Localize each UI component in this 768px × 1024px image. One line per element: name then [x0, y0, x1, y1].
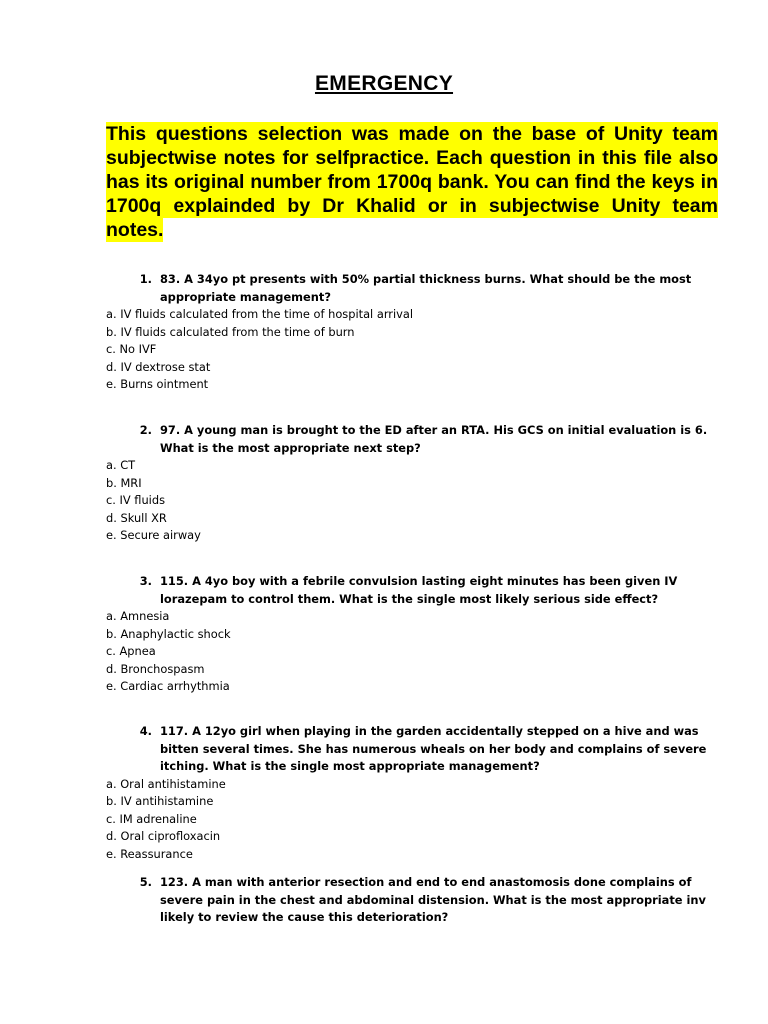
answer-option: e. Secure airway — [106, 528, 201, 542]
answer-option: d. IV dextrose stat — [106, 359, 211, 374]
question-block — [106, 422, 726, 545]
answer-option: e. Burns ointment — [106, 377, 209, 391]
question-number: 3. — [139, 574, 152, 588]
question-text: 123. A man with anterior resection and end to end anastomosis done complains of severe pain in the chest and abdominal distension. What is the most appropriate inv likely to review the cause this deterioration? — [160, 875, 706, 924]
answer-option: c. Apnea — [106, 644, 156, 658]
question-block — [106, 271, 726, 394]
question-text: 83. A 34yo pt presents with 50% partial thickness burns. What should be the most appropriate management? — [160, 272, 692, 304]
answer-option: c. No IVF — [106, 342, 157, 356]
question-block — [106, 573, 726, 696]
answer-option: a. IV fluids calculated from the time of hospital arrival — [106, 307, 414, 321]
answer-option: c. IM adrenaline — [106, 811, 197, 826]
question-text: 97. A young man is brought to the ED after an RTA. His GCS on initial evaluation is 6. What is the most appropriate next step? — [160, 423, 708, 455]
answer-option: a. Oral antihistamine — [106, 776, 226, 791]
answer-option: d. Bronchospasm — [106, 661, 205, 676]
answer-option: a. Amnesia — [106, 609, 170, 623]
question-number: 1. — [139, 272, 152, 286]
question-number: 2. — [139, 423, 152, 437]
question-text: 115. A 4yo boy with a febrile convulsion lasting eight minutes has been given IV lorazepam to control them. What is the single most likely serious side effect? — [160, 574, 678, 606]
page-title: EMERGENCY — [314, 72, 454, 95]
answer-option: d. Skull XR — [106, 510, 167, 525]
question-block — [106, 723, 726, 863]
answer-option: a. CT — [106, 458, 136, 472]
answer-option: e. Cardiac arrhythmia — [106, 679, 230, 693]
question-text: 117. A 12yo girl when playing in the garden accidentally stepped on a hive and was bitten several times. She has numerous wheals on her body and complains of severe itching. What is the single most appropriate management? — [160, 724, 707, 773]
answer-option: b. MRI — [106, 475, 142, 490]
answer-option: e. Reassurance — [106, 846, 193, 861]
answer-option: b. IV fluids calculated from the time of burn — [106, 324, 355, 339]
answer-option: b. Anaphylactic shock — [106, 626, 231, 641]
answer-option: d. Oral ciprofloxacin — [106, 829, 221, 843]
question-block — [106, 874, 726, 927]
answer-option: b. IV antihistamine — [106, 794, 214, 808]
question-number: 5. — [139, 875, 152, 889]
question-number: 4. — [139, 724, 152, 738]
intro-paragraph — [106, 122, 718, 242]
answer-option: c. IV fluids — [106, 493, 165, 507]
highlighted-intro-text: This questions selection was made on the base of Unity team subjectwise notes for selfpractice. Each question in this file also has its original number from 1700q bank. You can find the keys in 1700q explainded by Dr Khalid or in subjectwise Unity team notes. — [106, 123, 718, 241]
